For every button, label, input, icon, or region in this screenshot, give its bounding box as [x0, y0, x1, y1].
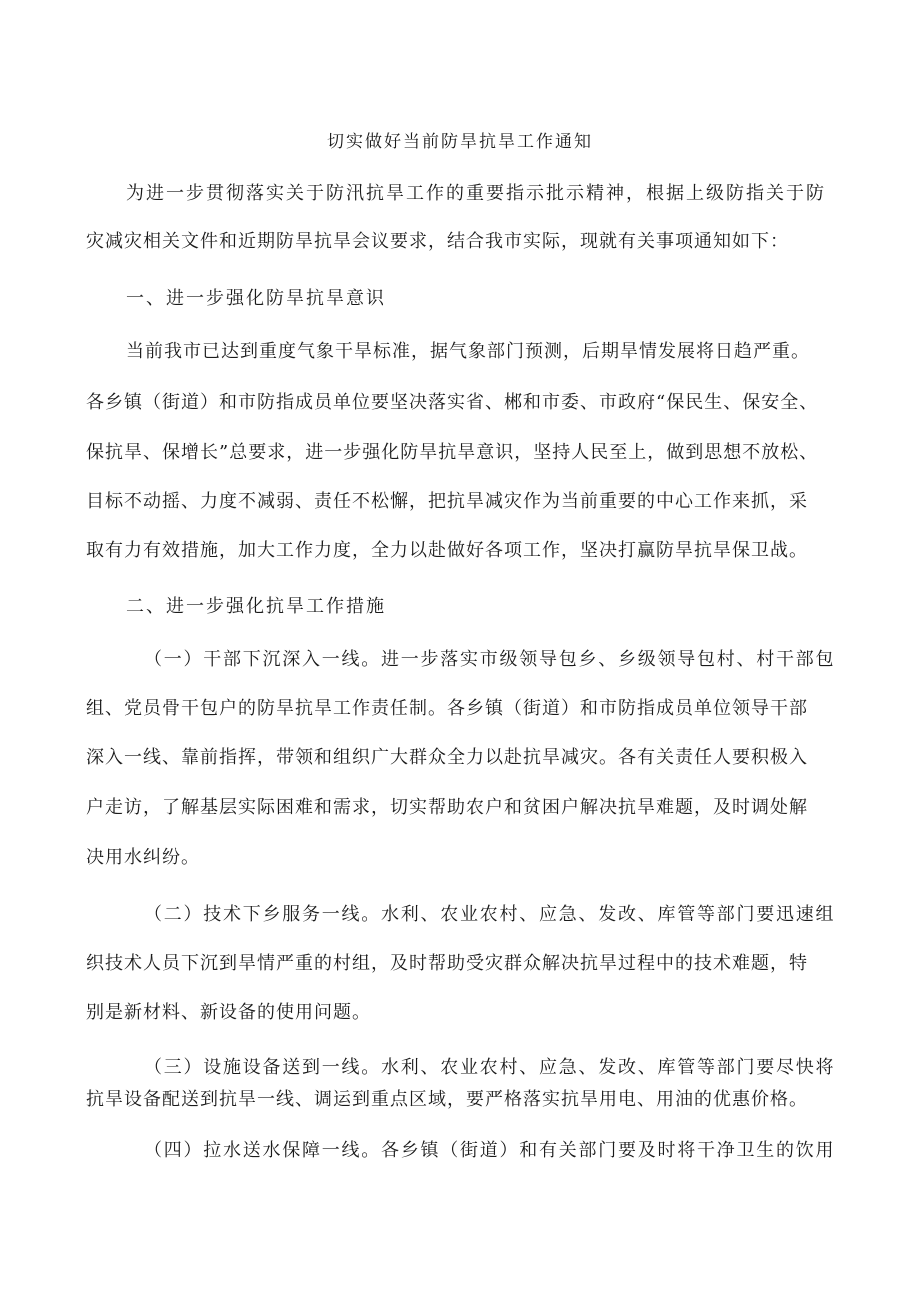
item3-line-1: （三）设施设备送到一线。水利、农业农村、应急、发改、库管等部门要尽快将: [144, 1057, 836, 1078]
item2-line-3: 别是新材料、新设备的使用问题。: [86, 1002, 371, 1023]
item1-line-4: 户走访，了解基层实际困难和需求，切实帮助农户和贫困户解决抗旱难题，及时调处解: [86, 797, 808, 818]
section2-heading: 二、进一步强化抗旱工作措施: [126, 596, 386, 617]
item4-line-1: （四）拉水送水保障一线。各乡镇（街道）和有关部门要及时将干净卫生的饮用: [144, 1140, 836, 1161]
item2-line-2: 织技术人员下沉到旱情严重的村组，及时帮助受灾群众解决抗旱过程中的技术难题，特: [86, 953, 808, 974]
section1-line-1: 当前我市已达到重度气象干旱标准，据气象部门预测，后期旱情发展将日趋严重。: [126, 341, 810, 362]
item3-line-2: 抗旱设备配送到抗旱一线、调运到重点区域，要严格落实抗旱用电、用油的优惠价格。: [86, 1089, 808, 1110]
item1-line-5: 决用水纠纷。: [86, 847, 200, 868]
intro-line-2: 灾减灾相关文件和近期防旱抗旱会议要求，结合我市实际，现就有关事项通知如下：: [86, 231, 789, 252]
section1-line-3: 保抗旱、保增长”总要求，进一步强化防旱抗旱意识，坚持人民至上，做到思想不放松、: [86, 442, 819, 463]
item1-line-1: （一）干部下沉深入一线。进一步落实市级领导包乡、乡级领导包村、村干部包: [144, 649, 836, 670]
section1-line-2: 各乡镇（街道）和市防指成员单位要坚决落实省、郴和市委、市政府“保民生、保安全、: [86, 392, 819, 413]
document-title: 切实做好当前防旱抗旱工作通知: [327, 132, 593, 152]
section1-line-5: 取有力有效措施，加大工作力度，全力以赴做好各项工作，坚决打赢防旱抗旱保卫战。: [86, 540, 808, 561]
section1-heading: 一、进一步强化防旱抗旱意识: [126, 288, 386, 309]
section1-line-4: 目标不动摇、力度不减弱、责任不松懈，把抗旱减灾作为当前重要的中心工作来抓，采: [86, 491, 808, 512]
item1-line-3: 深入一线、靠前指挥，带领和组织广大群众全力以赴抗旱减灾。各有关责任人要积极入: [86, 747, 808, 768]
intro-line-1: 为进一步贯彻落实关于防汛抗旱工作的重要指示批示精神，根据上级防指关于防: [126, 183, 826, 204]
item2-line-1: （二）技术下乡服务一线。水利、农业农村、应急、发改、库管等部门要迅速组: [144, 904, 836, 925]
item1-line-2: 组、党员骨干包户的防旱抗旱工作责任制。各乡镇（街道）和市防指成员单位领导干部: [86, 698, 808, 719]
